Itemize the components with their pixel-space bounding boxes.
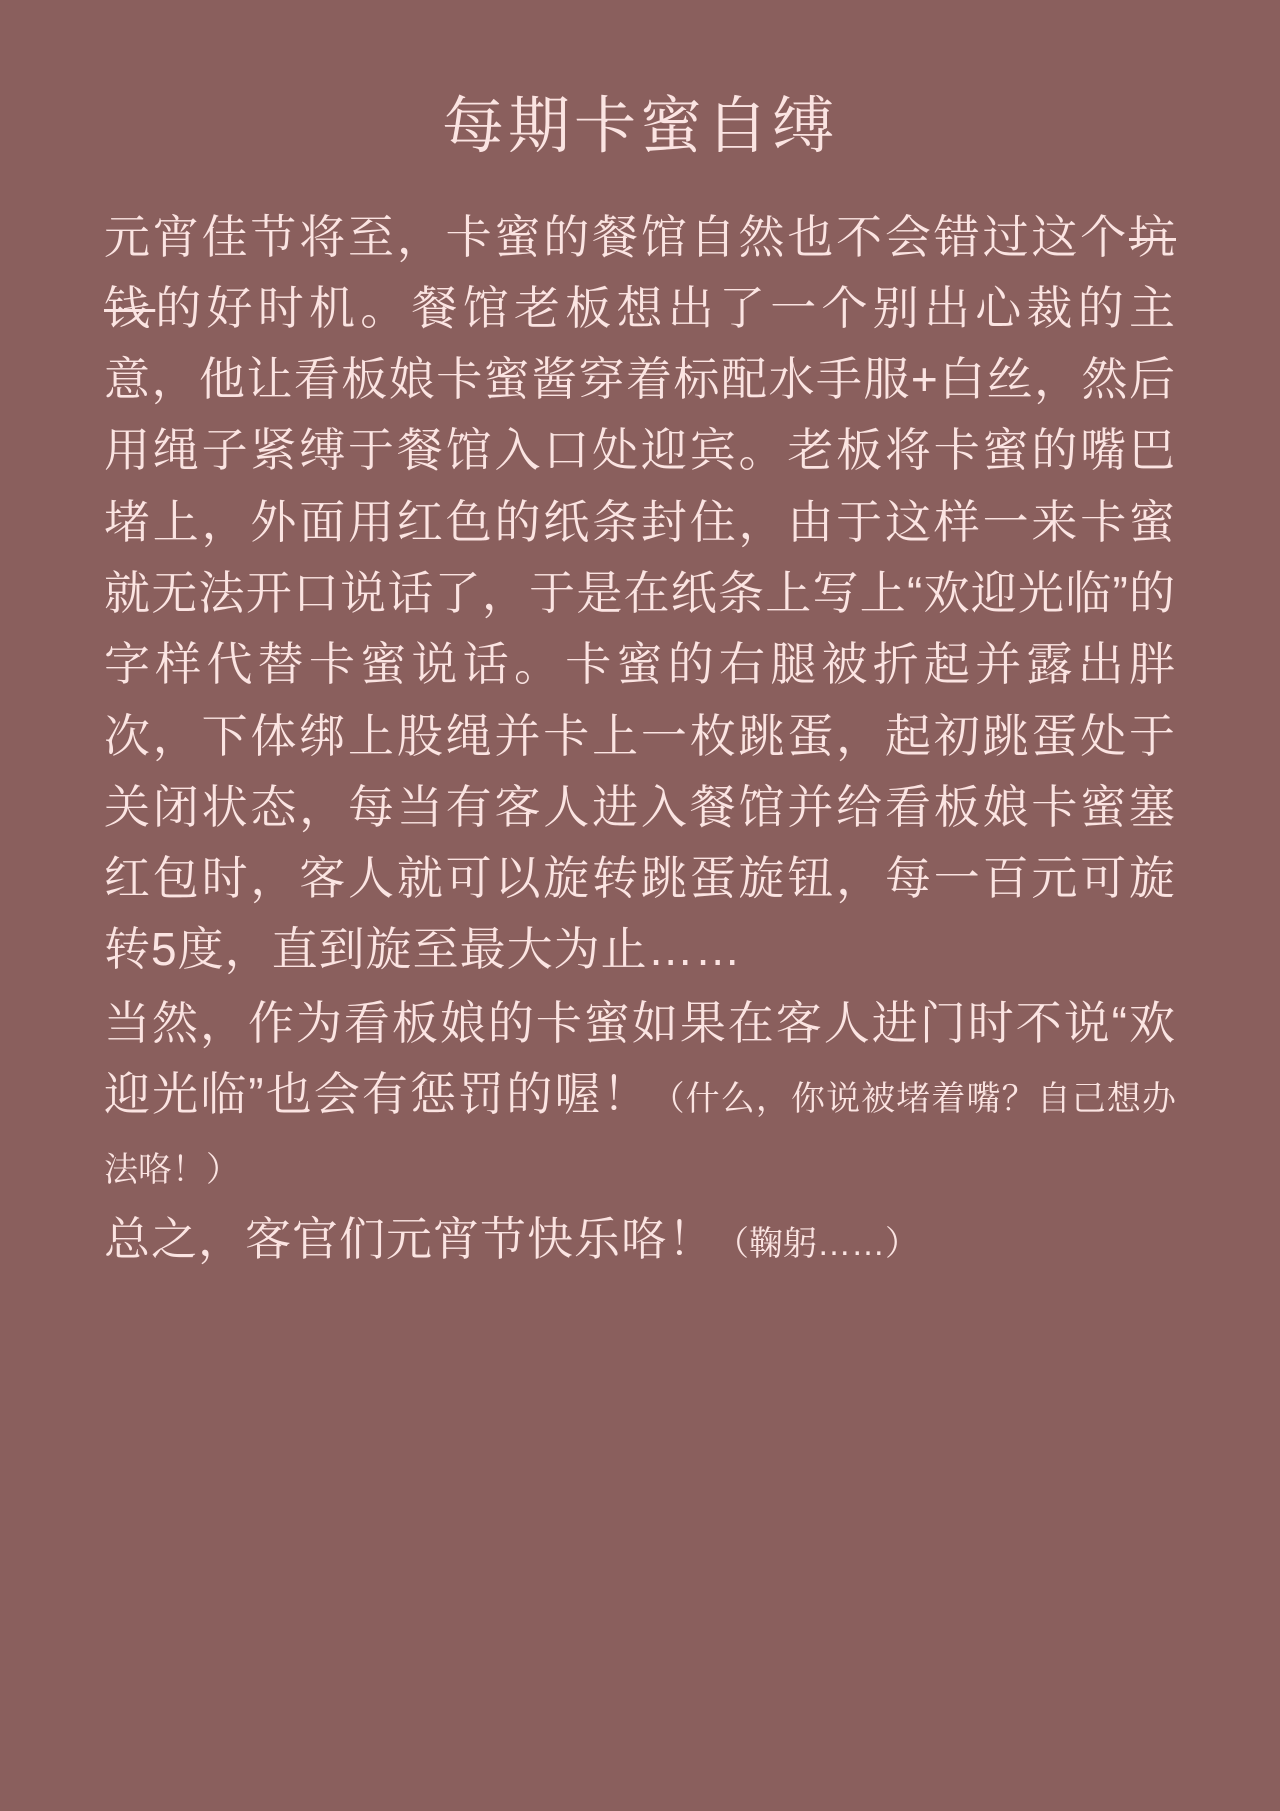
paragraph-2-main: 当然，作为看板娘的卡蜜如果在客人进门时不说“欢迎光临”也会有惩罚的喔！ <box>104 996 1176 1121</box>
paragraph-1 <box>104 202 1176 986</box>
paragraph-1-part-b: 的好时机。餐馆老板想出了一个别出心裁的主意，他让看板娘卡蜜酱穿着标配水手服+白丝，然后用绳子紧缚于餐馆入口处迎宾。老板将卡蜜的嘴巴堵上，外面用红色的纸条封住，由于这样一来卡蜜就无法开口说话了，于是在纸条上写上“欢迎光临”的字样代替卡蜜说话。卡蜜的右腿被折起并露出胖次，下体绑上股绳并卡上一枚跳蛋，起初跳蛋处于关闭状态，每当有客人进入餐馆并给看板娘卡蜜塞红包时，客人就可以旋转跳蛋旋钮，每一百元可旋转5度，直到旋至最大为止…… <box>104 281 1176 976</box>
page-title: 每期卡蜜自缚 <box>441 92 838 161</box>
paragraph-2 <box>104 988 1176 1202</box>
paragraph-1-part-a: 元宵佳节将至，卡蜜的餐馆自然也不会错过这个 <box>104 210 1129 263</box>
paragraph-2-aside: （什么，你说被堵着嘴？自己想办法咯！） <box>104 1080 1177 1190</box>
paragraph-1-strikethrough-text: 坑钱 <box>104 210 1176 334</box>
paragraph-3 <box>104 1204 1176 1275</box>
paragraph-3-aside: （鞠躬……） <box>715 1224 919 1263</box>
paragraph-3-main: 总之，客官们元宵节快乐咯！ <box>104 1212 715 1265</box>
document-body <box>104 202 1176 1275</box>
